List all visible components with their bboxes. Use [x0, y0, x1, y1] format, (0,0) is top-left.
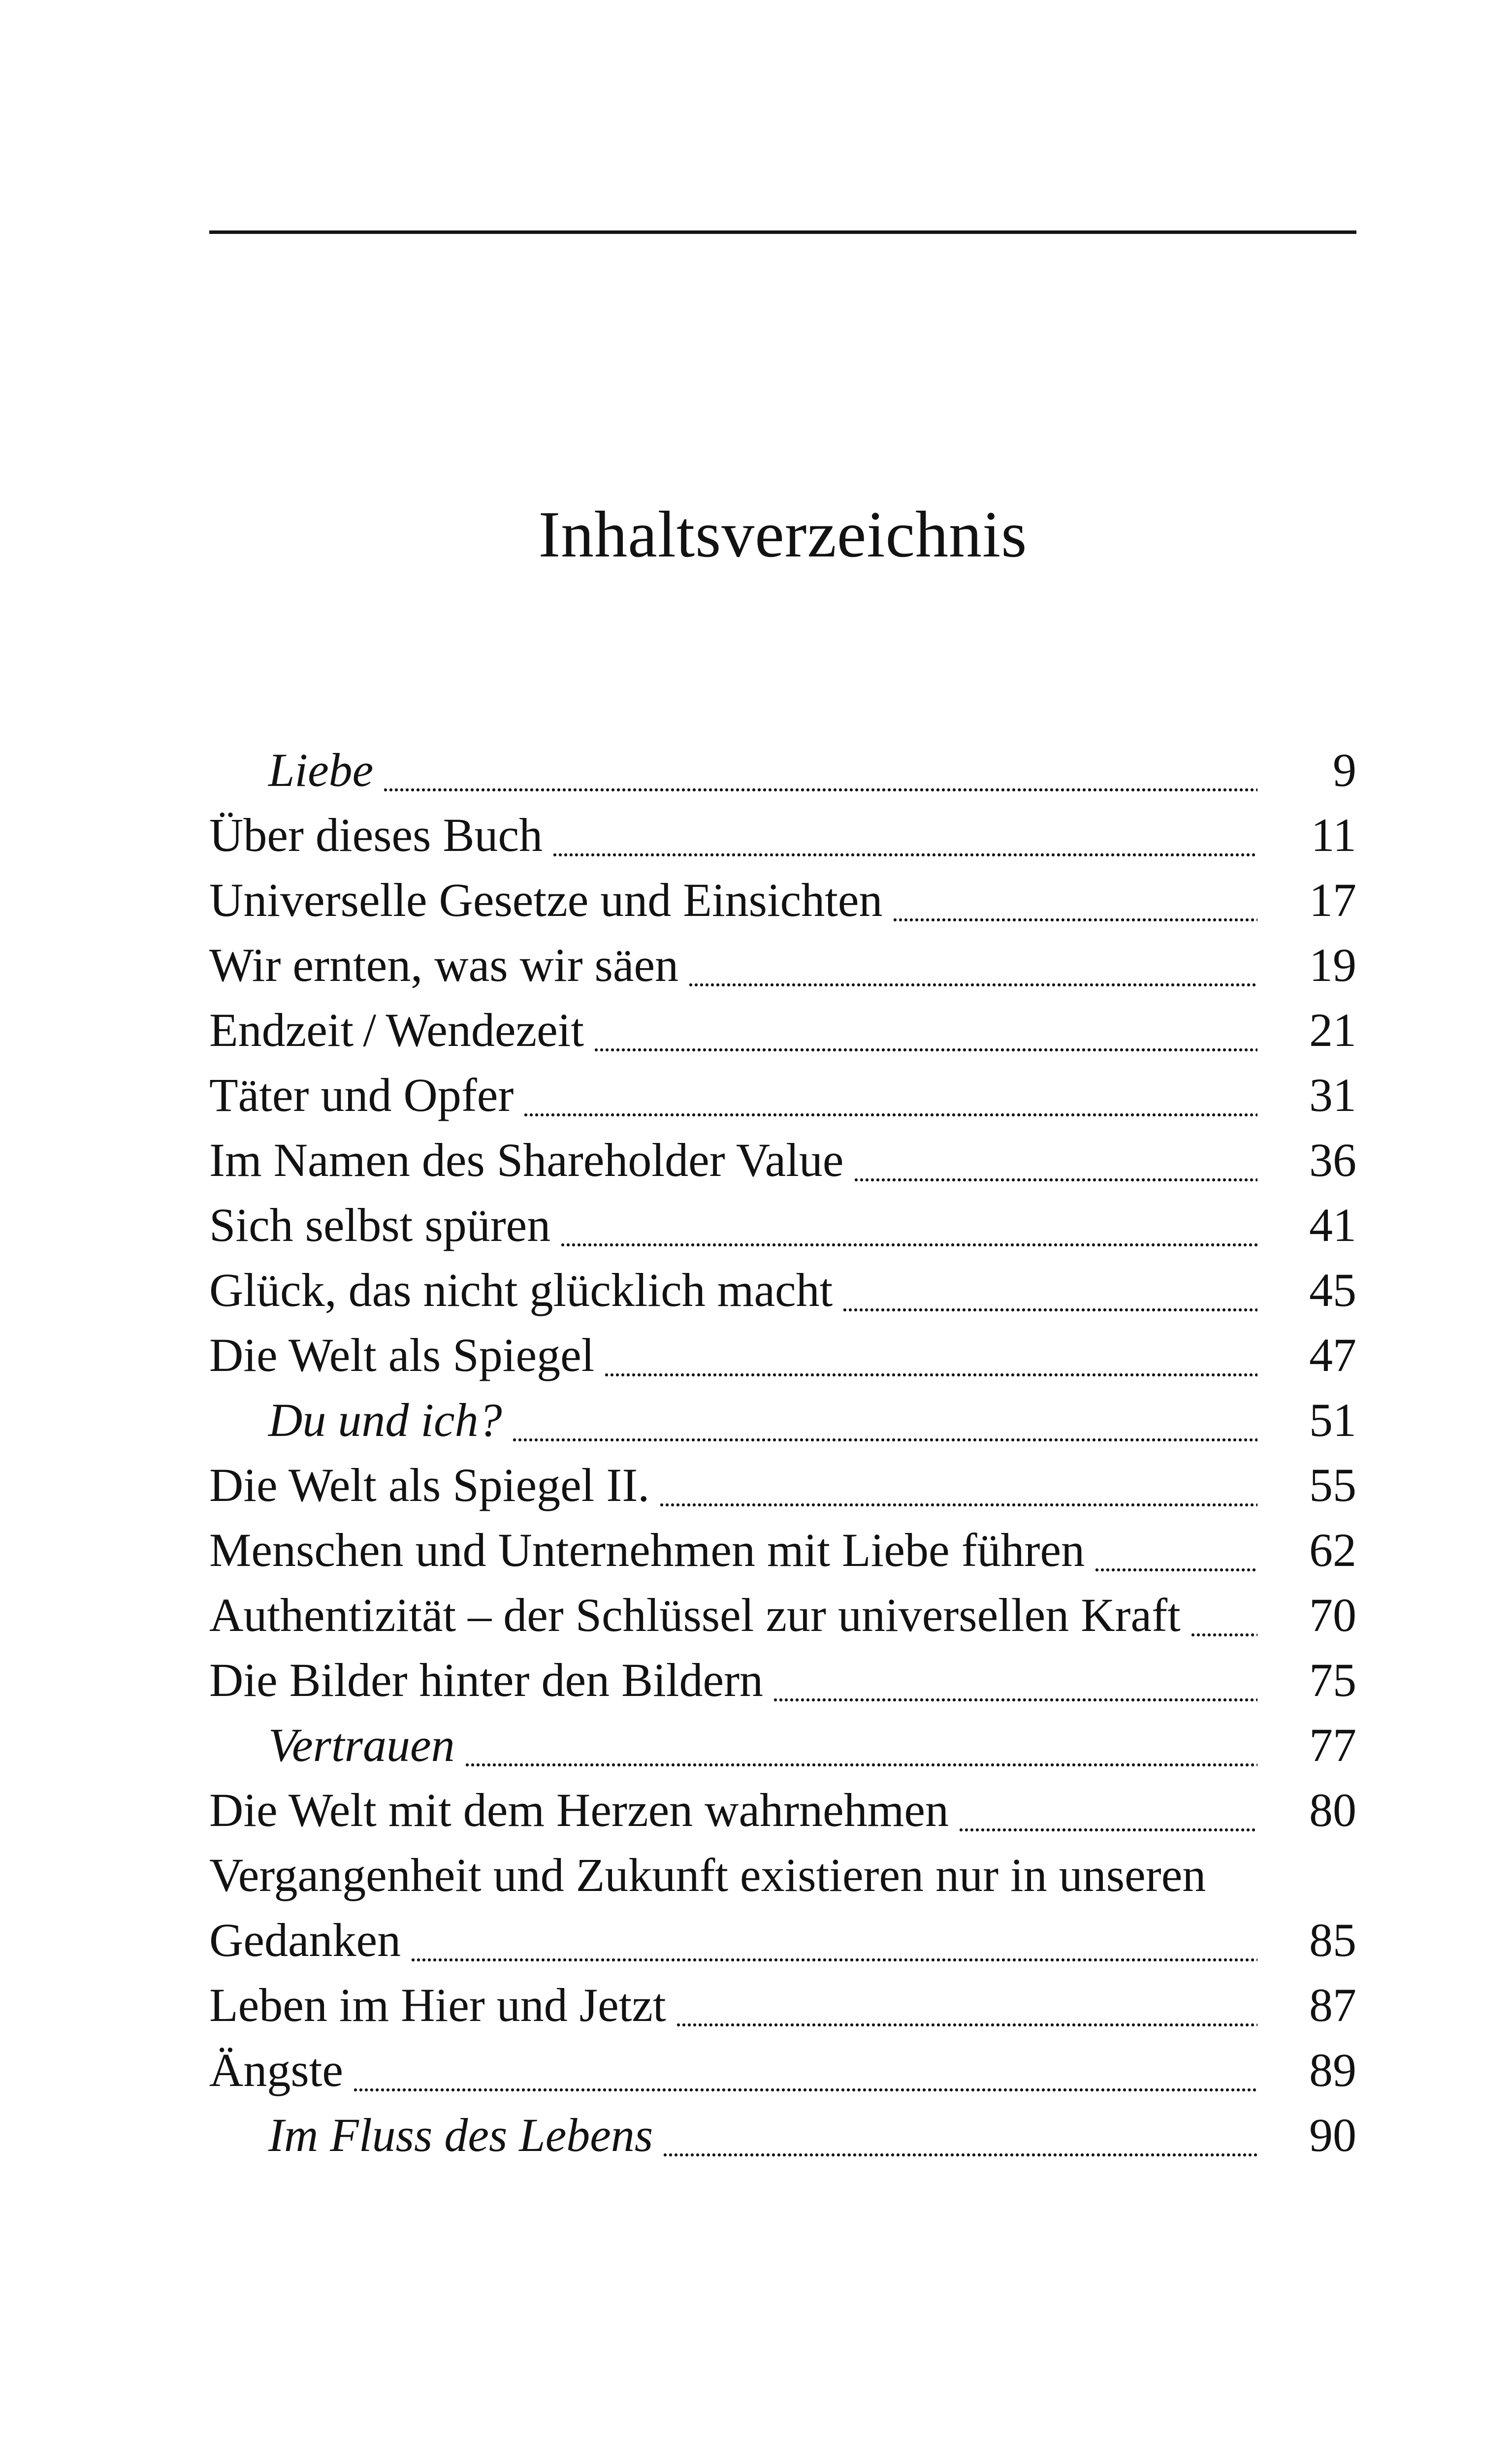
toc-entry-label: Im Namen des Shareholder Value [209, 1134, 844, 1186]
toc-entry-label: Liebe [268, 744, 374, 796]
toc-entry [209, 1258, 1356, 1323]
toc-entry [209, 1388, 1356, 1453]
dot-leader [688, 983, 1257, 987]
page-number: 47 [1309, 1329, 1356, 1381]
toc-entry-label: Über dieses Buch [209, 809, 543, 861]
toc-entry-label: Täter und Opfer [209, 1069, 514, 1121]
page-number: 75 [1309, 1654, 1356, 1706]
toc-entry-label: Ängste [209, 2044, 343, 2096]
toc-entry-label: Die Bilder hinter den Bildern [209, 1654, 764, 1706]
toc-entry-label: Gedanken [209, 1914, 401, 1966]
dot-leader [523, 1113, 1257, 1117]
toc-entry [209, 1713, 1356, 1778]
toc-entry-label: Du und ich? [268, 1394, 502, 1446]
toc-entry [209, 1843, 1356, 1908]
toc-entry [209, 998, 1356, 1063]
dot-leader [465, 1763, 1257, 1767]
toc-entry-label: Leben im Hier und Jetzt [209, 1979, 666, 2031]
dot-leader [1094, 1568, 1257, 1572]
page-number: 90 [1309, 2109, 1356, 2161]
toc-entry-label: Endzeit / Wendezeit [209, 1004, 584, 1056]
page-number: 70 [1309, 1589, 1356, 1641]
page-number: 55 [1309, 1459, 1356, 1511]
dot-leader [842, 1308, 1257, 1312]
toc-entry-label: Menschen und Unternehmen mit Liebe führen [209, 1524, 1085, 1576]
page-title: Inhaltsverzeichnis [538, 498, 1028, 571]
toc-entry-label: Vertrauen [268, 1719, 455, 1771]
toc-entry-label: Die Welt als Spiegel II. [209, 1459, 650, 1511]
toc-entry [209, 1193, 1356, 1258]
dot-leader [594, 1048, 1257, 1052]
dot-leader [552, 853, 1257, 857]
dot-leader [959, 1828, 1257, 1832]
page-number: 17 [1309, 874, 1356, 926]
toc-entry-label: Glück, das nicht glücklich macht [209, 1264, 833, 1316]
dot-leader [773, 1698, 1257, 1702]
toc-entry-label: Authentizität – der Schlüssel zur universellen Kraft [209, 1589, 1181, 1641]
page-number: 85 [1309, 1914, 1356, 1966]
top-rule [209, 230, 1356, 234]
toc-entry [209, 1908, 1356, 1973]
dot-leader [663, 2153, 1257, 2157]
page-number: 51 [1309, 1394, 1356, 1446]
toc-entry [209, 1518, 1356, 1583]
page-number: 45 [1309, 1264, 1356, 1316]
toc-entry [209, 1453, 1356, 1518]
toc-entry-label: Vergangenheit und Zukunft existieren nur in unseren [209, 1849, 1206, 1901]
dot-leader [854, 1178, 1258, 1182]
dot-leader [1190, 1633, 1257, 1637]
toc-entry [209, 1128, 1356, 1193]
dot-leader [411, 1958, 1257, 1962]
toc-entry [209, 803, 1356, 868]
page-number: 62 [1309, 1524, 1356, 1576]
toc-entry [209, 1063, 1356, 1128]
page-number: 11 [1311, 809, 1356, 861]
toc-entry-label: Im Fluss des Lebens [268, 2109, 653, 2161]
toc-entry [209, 738, 1356, 803]
toc-entry [209, 2038, 1356, 2103]
page-number: 9 [1333, 744, 1356, 796]
toc-entry-label: Wir ernten, was wir säen [209, 939, 679, 991]
page-number: 77 [1309, 1719, 1356, 1771]
dot-leader [560, 1243, 1257, 1247]
page-number: 80 [1309, 1784, 1356, 1836]
toc-entry-label: Sich selbst spüren [209, 1199, 551, 1251]
page-number: 21 [1309, 1004, 1356, 1056]
dot-leader [893, 918, 1257, 922]
toc-entry [209, 1973, 1356, 2038]
toc-entry [209, 2103, 1356, 2168]
dot-leader [353, 2088, 1257, 2092]
page-number: 89 [1309, 2044, 1356, 2096]
toc-list [209, 738, 1356, 2168]
toc-entry [209, 868, 1356, 933]
dot-leader [512, 1438, 1257, 1442]
toc-entry [209, 1323, 1356, 1388]
dot-leader [604, 1373, 1257, 1377]
toc-entry-label: Die Welt als Spiegel [209, 1329, 595, 1381]
toc-entry [209, 1648, 1356, 1713]
toc-entry [209, 1778, 1356, 1843]
page-number: 87 [1309, 1979, 1356, 2031]
page-number: 36 [1309, 1134, 1356, 1186]
page-number: 19 [1309, 939, 1356, 991]
toc-entry-label: Die Welt mit dem Herzen wahrnehmen [209, 1784, 949, 1836]
text-column [209, 0, 1356, 2443]
toc-entry [209, 933, 1356, 998]
dot-leader [659, 1503, 1257, 1507]
dot-leader [383, 788, 1257, 792]
page-number: 31 [1309, 1069, 1356, 1121]
dot-leader [676, 2023, 1257, 2027]
toc-entry-label: Universelle Gesetze und Einsichten [209, 874, 883, 926]
page-number: 41 [1309, 1199, 1356, 1251]
toc-entry [209, 1583, 1356, 1648]
